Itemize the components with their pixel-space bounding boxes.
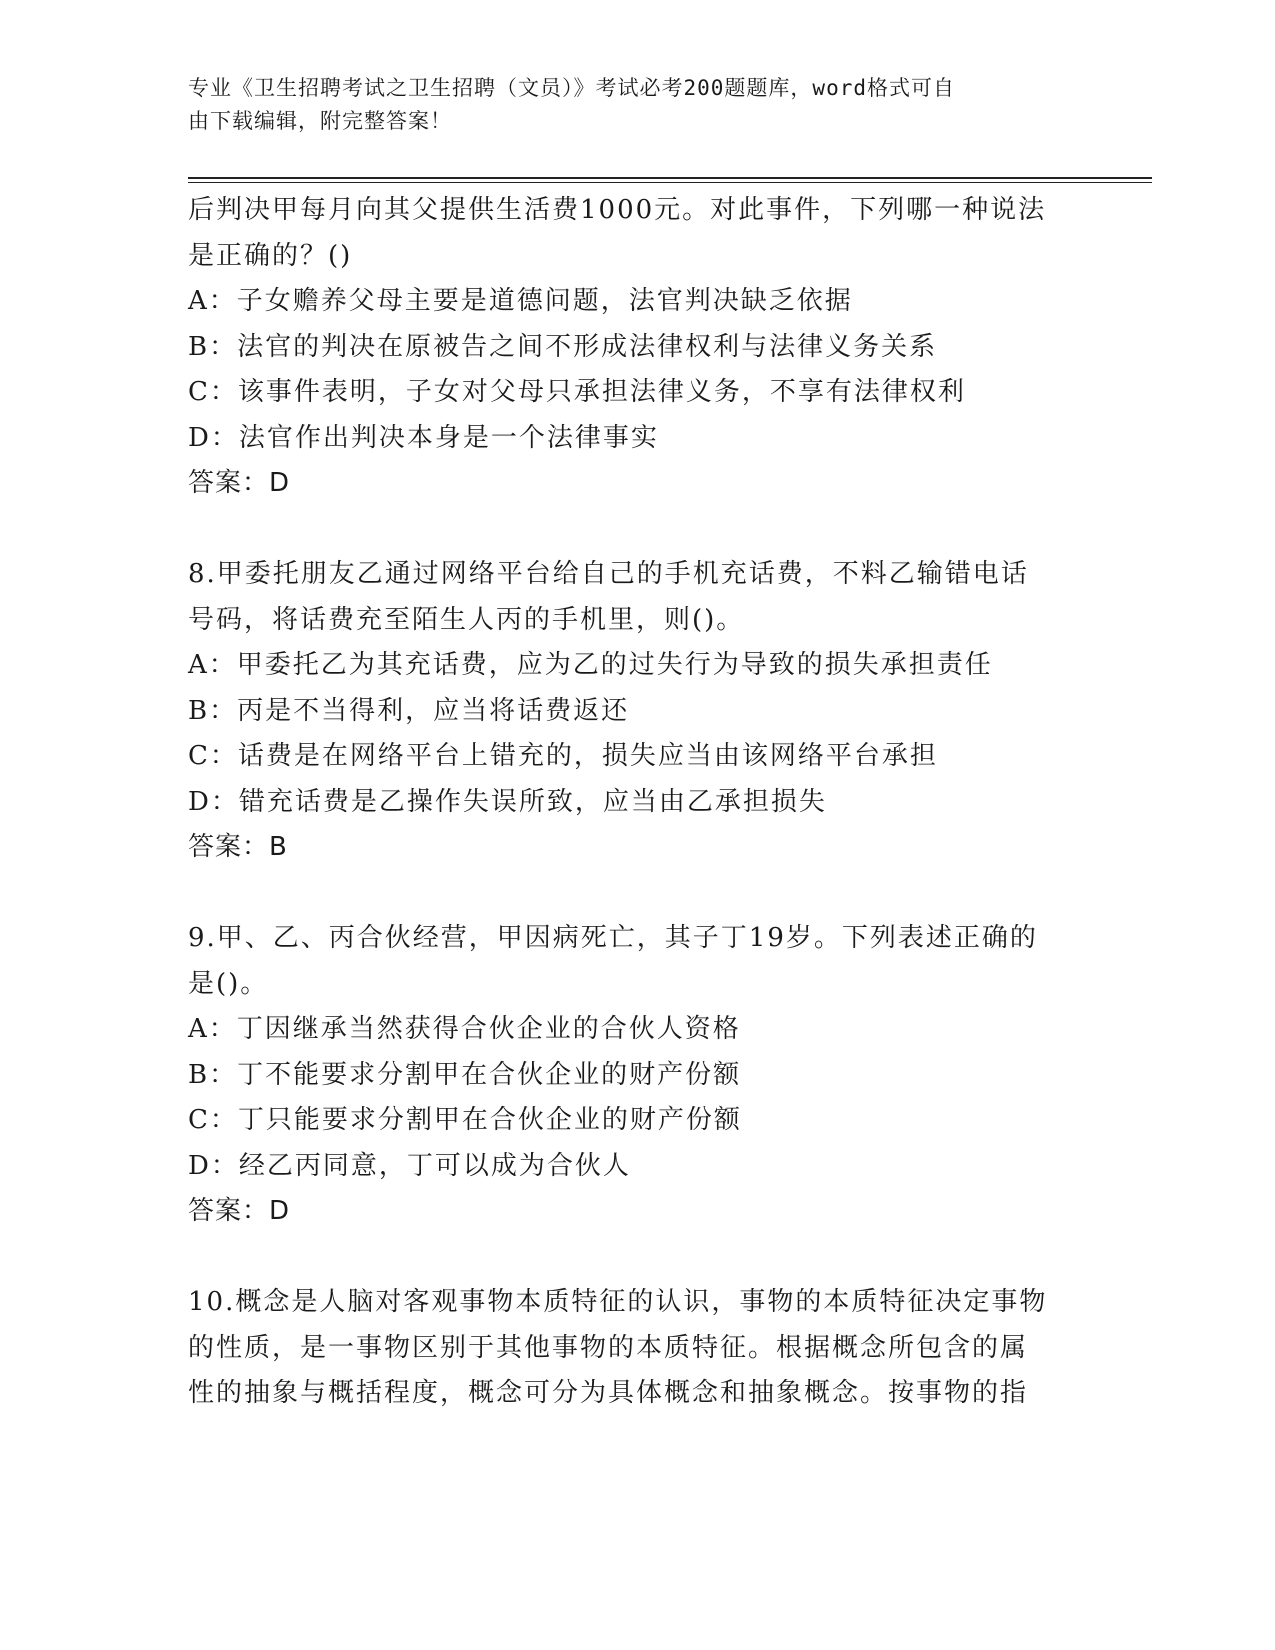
question-list: [188, 188, 1078, 1417]
spacer: [188, 507, 1078, 553]
question-stem-line: 后判决甲每月向其父提供生活费1000元。对此事件，下列哪一种说法: [188, 195, 1047, 225]
spacer: [188, 871, 1078, 917]
option-c: C：话费是在网络平台上错充的，损失应当由该网络平台承担: [188, 741, 938, 771]
answer-line: 答案：D: [188, 1196, 291, 1226]
question-stem-line: 10.概念是人脑对客观事物本质特征的认识，事物的本质特征决定事物: [188, 1287, 1048, 1317]
option-b: B：丁不能要求分割甲在合伙企业的财产份额: [188, 1059, 742, 1090]
question-block-8: [188, 552, 1078, 871]
page-header: [188, 72, 1068, 138]
option-d: D：错充话费是乙操作失误所致，应当由乙承担损失: [188, 786, 827, 817]
question-block-7: [188, 188, 1078, 507]
option-c: C：丁只能要求分割甲在合伙企业的财产份额: [188, 1105, 742, 1135]
answer-line: 答案：D: [188, 468, 291, 498]
question-stem-line: 9.甲、乙、丙合伙经营，甲因病死亡，其子丁19岁。下列表述正确的: [188, 923, 1038, 953]
option-a: A：丁因继承当然获得合伙企业的合伙人资格: [188, 1014, 741, 1044]
question-stem-line: 是()。: [188, 968, 269, 999]
question-stem-line: 是正确的？(): [188, 240, 353, 271]
question-stem-line: 号码，将话费充至陌生人丙的手机里，则()。: [188, 604, 745, 635]
header-title-line-1: 专业《卫生招聘考试之卫生招聘（文员）》考试必考200题题库，word格式可自: [188, 76, 955, 100]
header-divider-thin: [188, 182, 1152, 183]
option-a: A：甲委托乙为其充话费，应为乙的过失行为导致的损失承担责任: [188, 650, 993, 680]
question-stem-line: 8.甲委托朋友乙通过网络平台给自己的手机充话费，不料乙输错电话: [188, 559, 1029, 589]
spacer: [188, 1235, 1078, 1281]
header-divider-thick: [188, 177, 1152, 179]
option-a: A：子女赡养父母主要是道德问题，法官判决缺乏依据: [188, 286, 853, 316]
header-title-line-2: 由下载编辑，附完整答案！: [188, 109, 452, 133]
option-b: B：丙是不当得利，应当将话费返还: [188, 695, 630, 726]
option-b: B：法官的判决在原被告之间不形成法律权利与法律义务关系: [188, 331, 938, 362]
option-c: C：该事件表明，子女对父母只承担法律义务，不享有法律权利: [188, 377, 966, 407]
question-stem-line: 的性质，是一事物区别于其他事物的本质特征。根据概念所包含的属: [188, 1332, 1029, 1363]
option-d: D：经乙丙同意，丁可以成为合伙人: [188, 1150, 631, 1181]
question-stem-line: 性的抽象与概括程度，概念可分为具体概念和抽象概念。按事物的指: [188, 1378, 1029, 1408]
question-block-9: [188, 916, 1078, 1235]
option-d: D：法官作出判决本身是一个法律事实: [188, 422, 659, 453]
question-block-10: [188, 1280, 1078, 1417]
answer-line: 答案：B: [188, 832, 288, 862]
